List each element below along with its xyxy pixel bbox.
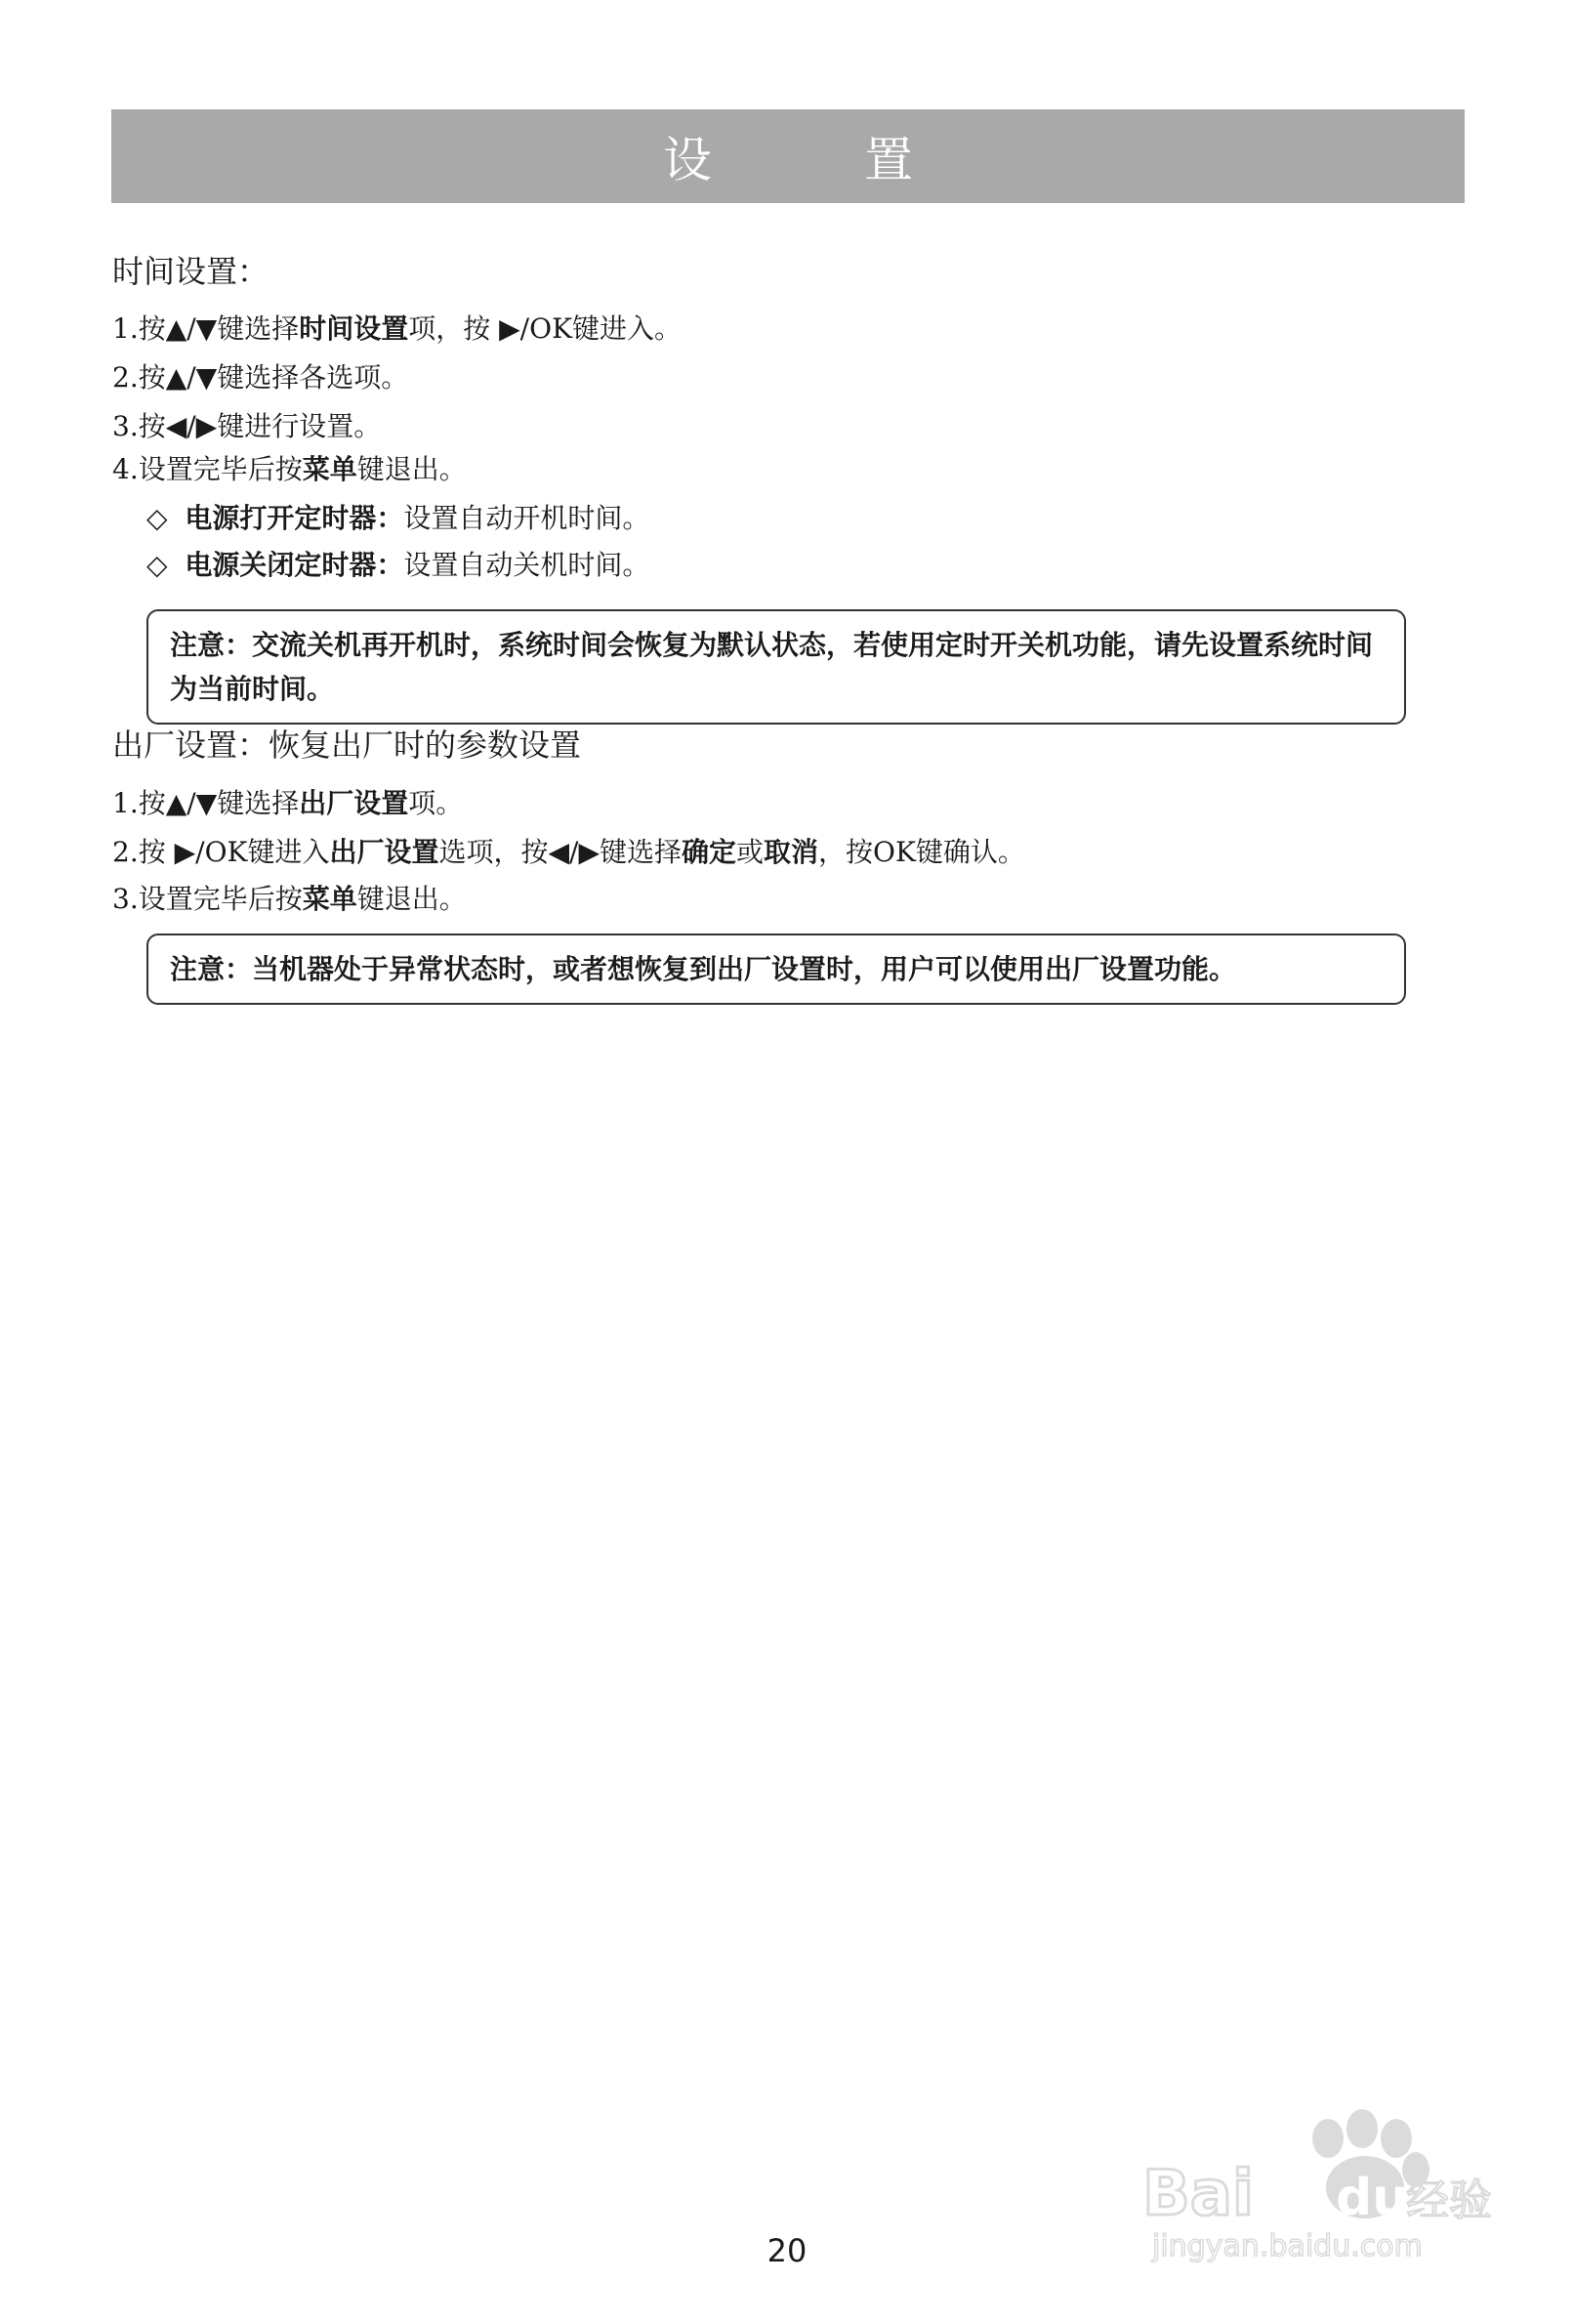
svg-text:du: du xyxy=(1336,2169,1409,2227)
factory-step-2: 2.按 ▶/OK键进入出厂设置选项，按◀/▶键选择确定或取消，按OK键确认。 xyxy=(112,836,1025,868)
page-number: 20 xyxy=(766,2232,808,2269)
factory-step-3: 3.设置完毕后按菜单键退出。 xyxy=(112,883,467,915)
power-on-timer-item: ◇ 电源打开定时器：设置自动开机时间。 xyxy=(146,502,650,534)
time-note-box: 注意：交流关机再开机时，系统时间会恢复为默认状态，若使用定时开关机功能，请先设置系统时间为当前时间。 xyxy=(146,609,1406,725)
time-step-3: 3.按◀/▶键进行设置。 xyxy=(112,410,382,442)
svg-text:Bai: Bai xyxy=(1142,2158,1254,2230)
time-step-1: 1.按▲/▼键选择时间设置项，按 ▶/OK键进入。 xyxy=(112,312,682,345)
svg-text:jingyan.baidu.com: jingyan.baidu.com xyxy=(1152,2229,1423,2263)
factory-step-1: 1.按▲/▼键选择出厂设置项。 xyxy=(112,787,464,819)
factory-settings-heading: 出厂设置：恢复出厂时的参数设置 xyxy=(112,726,582,764)
time-settings-heading: 时间设置： xyxy=(112,253,269,290)
time-step-4: 4.设置完毕后按菜单键退出。 xyxy=(112,453,467,485)
power-off-timer-item: ◇ 电源关闭定时器：设置自动关机时间。 xyxy=(146,549,650,581)
page-title: 设 置 xyxy=(663,132,981,188)
title-banner xyxy=(111,109,1465,203)
factory-note-box: 注意：当机器处于异常状态时，或者想恢复到出厂设置时，用户可以使用出厂设置功能。 xyxy=(146,934,1406,1005)
svg-text:经验: 经验 xyxy=(1406,2176,1492,2225)
time-step-2: 2.按▲/▼键选择各选项。 xyxy=(112,361,409,394)
